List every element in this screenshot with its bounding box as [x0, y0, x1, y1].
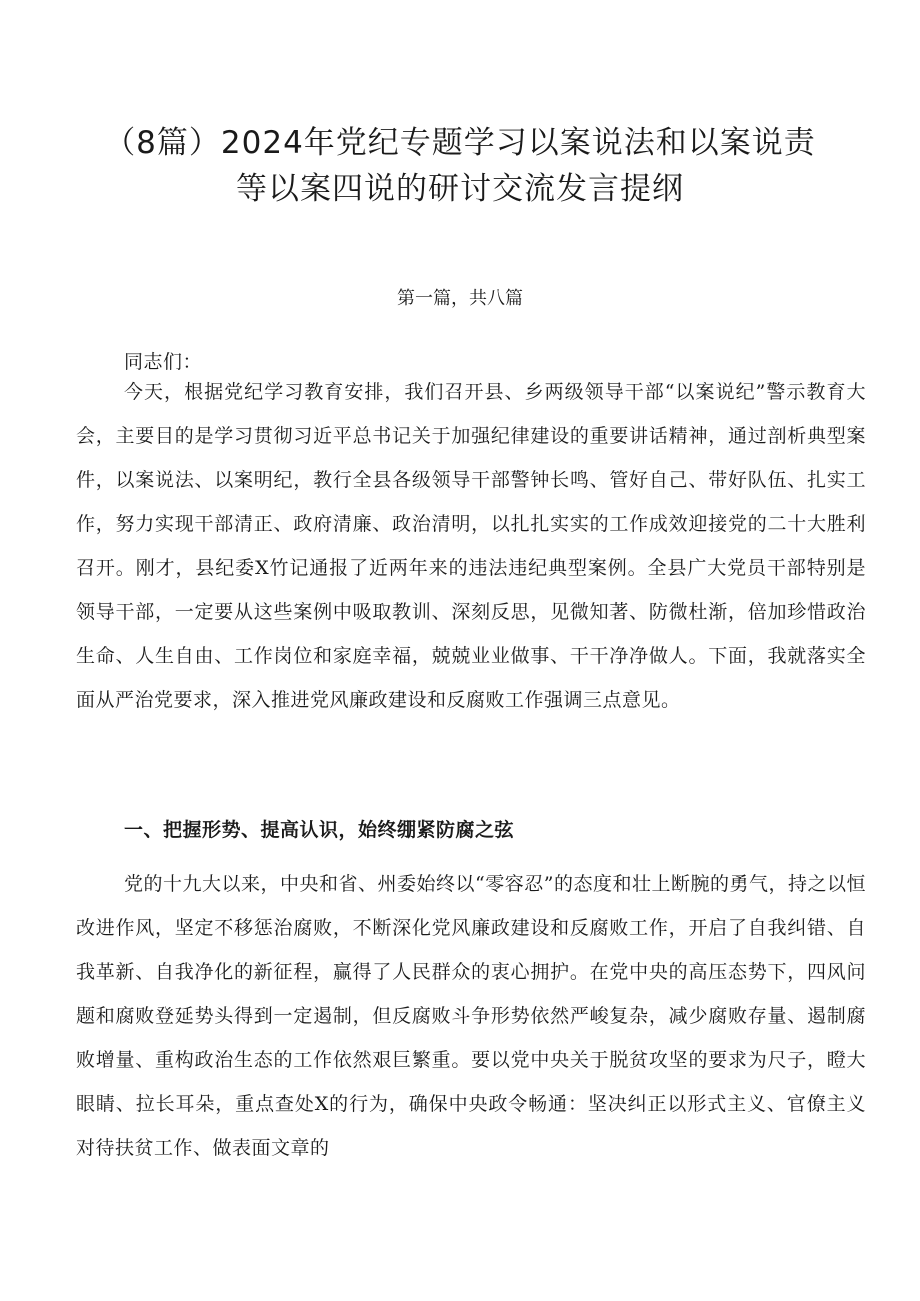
title-line-1: （8篇）2024年党纪专题学习以案说法和以案说责	[104, 125, 816, 161]
greeting-text: 同志们：	[124, 351, 203, 373]
document-title	[60, 120, 860, 212]
paragraph-2: 党的十九大以来，中央和省、州委始终以“零容忍”的态度和壮上断腕的勇气，持之以恒改进作风，坚定不移惩治腐败，不断深化党风廉政建设和反腐败工作，开启了自我纠错、自我革新、自我净化的新征程，赢得了人民群众的衷心拥护。在党中央的高压态势下，四风问题和腐败登延势头得到一定遏制，但反腐败斗争形势依然严峻复杂，减少腐败存量、遏制腐败增量、重构政治生态的工作依然艰巨繁重。要以党中央关于脱贫攻坚的要求为尺子，瞪大眼睛、拉长耳朵，重点查处X的行为，确保中央政令畅通：坚决纠正以形式主义、官僚主义对待扶贫工作、做表面文章的	[76, 873, 866, 1159]
title-line-2: 等以案四说的研讨交流发言提纲	[236, 171, 684, 207]
part-subtitle: 第一篇，共八篇	[397, 288, 523, 309]
section-heading-1: 一、把握形势、提高认识，始终绷紧防腐之弦	[124, 819, 515, 841]
paragraph-1: 今天，根据党纪学习教育安排，我们召开县、乡两级领导干部“以案说纪”警示教育大会，主要目的是学习贯彻习近平总书记关于加强纪律建设的重要讲话精神，通过剖析典型案件，以案说法、以案明纪，教行全县各级领导干部警钟长鸣、管好自己、带好队伍、扎实工作，努力实现干部清正、政府清廉、政治清明，以扎扎实实的工作成效迎接党的二十大胜利召开。刚才，县纪委X竹记通报了近两年来的违法违纪典型案例。全县广大党员干部特别是领导干部，一定要从这些案例中吸取教训、深刻反思，见微知著、防微杜渐，倍加珍惜政治生命、人生自由、工作岗位和家庭幸福，兢兢业业做事、干干净净做人。下面，我就落实全面从严治党要求，深入推进党风廉政建设和反腐败工作强调三点意见。	[76, 381, 866, 711]
